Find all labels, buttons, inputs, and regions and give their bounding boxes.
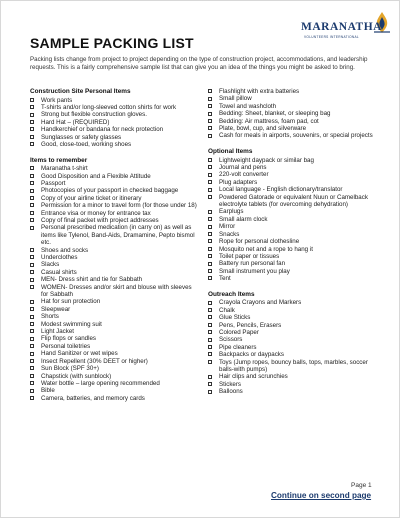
checklist-item-label: Insect Repellent (30% DEET or higher) <box>41 357 148 365</box>
checklist-item-label: Lightweight daypack or similar bag <box>219 156 314 164</box>
checkbox[interactable] <box>208 158 212 162</box>
checkbox[interactable] <box>208 232 212 236</box>
section-heading: Outreach Items <box>208 290 255 298</box>
checklist-item <box>30 202 200 209</box>
checklist-item-label: Bedding: Air mattress, foam pad, cot <box>219 117 319 125</box>
checklist-item <box>208 268 378 275</box>
checkbox[interactable] <box>208 323 212 327</box>
checklist-item <box>30 373 200 380</box>
checklist-item-label: Rope for personal clothesline <box>219 238 300 246</box>
checkbox[interactable] <box>208 247 212 251</box>
checklist-item-label: Water bottle – large opening recommended <box>41 379 160 387</box>
checklist-item <box>30 104 200 111</box>
checklist-item-label: Toilet paper or tissues <box>219 252 280 260</box>
checkbox[interactable] <box>30 374 34 378</box>
checklist-item <box>208 171 378 178</box>
checklist-item-label: Sunglasses or safety glasses <box>41 133 122 141</box>
checklist-item-label: Small instrument you play <box>219 267 290 275</box>
checkbox[interactable] <box>208 225 212 229</box>
checklist-item <box>30 306 200 313</box>
checkbox[interactable] <box>208 195 212 199</box>
checklist-item <box>208 157 378 164</box>
checkbox[interactable] <box>208 269 212 273</box>
checkbox[interactable] <box>30 166 34 170</box>
section-spacer <box>208 140 378 148</box>
checklist-item <box>208 208 378 215</box>
checkbox[interactable] <box>30 255 34 259</box>
checkbox[interactable] <box>208 210 212 214</box>
checklist-item <box>208 388 378 395</box>
checklist-item-label: Camera, batteries, and memory cards <box>41 394 145 402</box>
checklist-item-label: Tent <box>219 275 231 283</box>
checkbox[interactable] <box>30 396 34 400</box>
checkbox[interactable] <box>30 203 34 207</box>
checkbox[interactable] <box>208 390 212 394</box>
checkbox[interactable] <box>30 113 34 117</box>
checkbox[interactable] <box>30 329 34 333</box>
checklist-item-label: Scissors <box>219 336 243 344</box>
checklist-item-label: Powdered Gatorade or equivalent Nuun or Camelback electrolyte tablets (for overcoming dehydration) <box>219 193 368 209</box>
checklist-item <box>208 359 378 374</box>
checklist-item <box>30 276 200 283</box>
checklist-item-label: Small alarm clock <box>219 215 268 223</box>
checkbox[interactable] <box>30 120 34 124</box>
checklist-item <box>30 358 200 365</box>
checklist-item <box>30 321 200 328</box>
intro-paragraph: Packing lists change from project to project depending on the type of construction project, accommodations, and leadership requests. This is a fairly comprehensive sample list that can give you an idea of the things you might be asked to bring. <box>30 56 368 71</box>
checklist-item <box>30 195 200 202</box>
checklist-item <box>208 88 378 95</box>
checklist-item-label: Snacks <box>219 230 240 238</box>
checklist-item-label: Flip flops or sandles <box>41 335 97 343</box>
checkbox[interactable] <box>208 254 212 258</box>
checkbox[interactable] <box>30 105 34 109</box>
checklist-item <box>30 210 200 217</box>
checklist-item-label: Shorts <box>41 313 59 321</box>
checkbox[interactable] <box>208 104 212 108</box>
checklist-item <box>30 261 200 268</box>
checklist-item <box>208 223 378 230</box>
checklist-item-label: Battery run personal fan <box>219 260 286 268</box>
checkbox[interactable] <box>30 278 34 282</box>
checklist-item-label: Hat for sun protection <box>41 298 101 306</box>
checkbox[interactable] <box>30 127 34 131</box>
checklist-item <box>208 164 378 171</box>
checklist-item <box>208 132 378 139</box>
checklist-item <box>30 165 200 172</box>
checklist-item <box>30 187 200 194</box>
checklist-item-label: Sleepwear <box>41 305 71 313</box>
checklist-item <box>30 217 200 224</box>
checklist-item <box>208 238 378 245</box>
checklist-item <box>30 343 200 350</box>
checklist-item-label: Plug adapters <box>219 178 258 186</box>
checkbox[interactable] <box>30 181 34 185</box>
checkbox[interactable] <box>208 330 212 334</box>
checkbox[interactable] <box>208 119 212 123</box>
checklist-item <box>30 119 200 126</box>
checklist-item <box>208 246 378 253</box>
checklist-item-label: Small pillow <box>219 95 252 103</box>
checklist-item <box>208 275 378 282</box>
checkbox[interactable] <box>30 352 34 356</box>
checklist-item-label: Towel and washcloth <box>219 102 277 110</box>
checkbox[interactable] <box>208 352 212 356</box>
checkbox[interactable] <box>208 217 212 221</box>
checklist-item <box>208 118 378 125</box>
checklist-item <box>30 350 200 357</box>
checklist-item <box>30 387 200 394</box>
checklist-item-label: Maranatha t-shirt <box>41 165 88 173</box>
section-spacer <box>30 148 200 156</box>
checkbox[interactable] <box>30 270 34 274</box>
checkbox[interactable] <box>208 112 212 116</box>
checklist-item <box>30 284 200 299</box>
checklist-item <box>208 125 378 132</box>
checklist-item <box>208 336 378 343</box>
checklist-item-label: Mirror <box>219 223 236 231</box>
checklist-item <box>208 194 378 209</box>
checklist-item-label: Plate, bowl, cup, and silverware <box>219 125 307 133</box>
checklist-item <box>30 180 200 187</box>
checklist-item <box>30 97 200 104</box>
checklist-item-label: Flashlight with extra batteries <box>219 88 300 95</box>
checkbox[interactable] <box>208 89 212 93</box>
checklist-item <box>208 351 378 358</box>
checklist-item <box>30 141 200 148</box>
checklist-item-label: Copy of final packet with project addresses <box>41 216 159 224</box>
checklist-item <box>208 95 378 102</box>
checkbox[interactable] <box>30 189 34 193</box>
checkbox[interactable] <box>30 344 34 348</box>
checklist-item-label: Pipe cleaners <box>219 343 257 351</box>
checklist-item-label: WOMEN- Dresses and/or skirt and blouse with sleeves for Sabbath <box>41 283 192 299</box>
checklist-item-label: Passport <box>41 179 66 187</box>
checklist-item <box>30 247 200 254</box>
checklist-item <box>208 344 378 351</box>
checklist-item-label: Toys (Jump ropes, bouncy balls, tops, marbles, soccer balls-with pumps) <box>219 358 368 373</box>
checkbox[interactable] <box>208 338 212 342</box>
checklist-item-label: Shoes and socks <box>41 246 89 254</box>
checklist-item-label: Light Jacket <box>41 328 75 336</box>
checklist-item <box>30 173 200 180</box>
checkbox[interactable] <box>30 135 34 139</box>
section-heading: Construction Site Personal Items <box>30 88 131 95</box>
checkbox[interactable] <box>30 174 34 178</box>
checkbox[interactable] <box>30 142 34 146</box>
checklist-item-label: MEN- Dress shirt and tie for Sabbath <box>41 276 143 284</box>
logo-tagline: VOLUNTEERS INTERNATIONAL <box>304 35 359 39</box>
checklist-item <box>208 381 378 388</box>
checklist-item-label: Local language - English dictionary/translator <box>219 186 343 194</box>
checklist-item-label: Sun Block (SPF 30+) <box>41 365 99 373</box>
checklist-item <box>208 216 378 223</box>
checklist-item-label: Photocopies of your passport in checked baggage <box>41 187 179 195</box>
checkbox[interactable] <box>208 360 212 364</box>
checkbox[interactable] <box>208 239 212 243</box>
checklist-item <box>30 298 200 305</box>
checklist-item-label: Hard Hat – (REQUIRED) <box>41 118 110 126</box>
checklist-item <box>30 365 200 372</box>
checklist-item <box>208 373 378 380</box>
checklist-item-label: Modest swimming suit <box>41 320 102 328</box>
checkbox[interactable] <box>30 359 34 363</box>
checklist-item-label: Personal toiletries <box>41 342 91 350</box>
checklist-item <box>208 253 378 260</box>
checklist-item-label: Backpacks or daypacks <box>219 351 284 359</box>
checklist-item-label: Good Disposition and a Flexible Attitude <box>41 172 151 180</box>
checklist-item-label: Handkerchief or bandana for neck protection <box>41 126 164 134</box>
checklist-item-label: Glue Sticks <box>219 314 251 322</box>
checkbox[interactable] <box>208 382 212 386</box>
checkbox[interactable] <box>208 315 212 319</box>
checkbox[interactable] <box>30 263 34 267</box>
left-column <box>30 88 200 402</box>
checkbox[interactable] <box>208 262 212 266</box>
checklist-item-label: Stickers <box>219 380 242 388</box>
checkbox[interactable] <box>30 381 34 385</box>
checklist-item-label: Chapstick (with sunblock) <box>41 372 112 380</box>
checkbox[interactable] <box>208 134 212 138</box>
checkbox[interactable] <box>30 218 34 222</box>
checkbox[interactable] <box>208 345 212 349</box>
checkbox[interactable] <box>30 285 34 289</box>
checkbox[interactable] <box>30 248 34 252</box>
checklist-item <box>208 110 378 117</box>
checklist-item-label: Crayola Crayons and Markers <box>219 299 302 307</box>
checklist-item-label: Cash for meals in airports, souvenirs, or special projects <box>219 132 373 140</box>
checklist-item-label: Casual shirts <box>41 268 77 276</box>
checklist-item-label: Copy of your airline ticket or itinerary <box>41 194 142 202</box>
checklist-item-label: 220-volt converter <box>219 171 269 179</box>
checklist-item <box>30 134 200 141</box>
checklist-item <box>208 322 378 329</box>
checkbox[interactable] <box>30 389 34 393</box>
checklist-item-label: Slacks <box>41 261 60 269</box>
checkbox[interactable] <box>208 165 212 169</box>
checkbox[interactable] <box>208 180 212 184</box>
checklist-item-label: Permission for a minor to travel form (for those under 18) <box>41 202 197 210</box>
checklist-item-label: Colored Paper <box>219 328 259 336</box>
checkbox[interactable] <box>30 366 34 370</box>
page-title: SAMPLE PACKING LIST <box>30 35 194 51</box>
checklist-item <box>30 224 200 246</box>
checklist-item <box>208 231 378 238</box>
checklist-item-label: Bible <box>41 387 55 395</box>
checkbox[interactable] <box>30 337 34 341</box>
checklist-item <box>208 307 378 314</box>
section-heading: Optional Items <box>208 148 253 156</box>
checklist-item <box>30 269 200 276</box>
checklist-item <box>30 328 200 335</box>
logo-wordmark: MARANATHA <box>301 21 382 33</box>
checklist-item-label: Earplugs <box>219 208 244 216</box>
checklist-item-label: Personal prescribed medication (in carry on) as well as items like Tylenol, Band-Aids, Dramamine, Pepto bismol etc. <box>41 224 195 247</box>
checklist-item-label: Work pants <box>41 96 73 104</box>
checklist-item <box>30 254 200 261</box>
checkbox[interactable] <box>208 301 212 305</box>
right-column <box>208 88 378 396</box>
checkbox[interactable] <box>30 211 34 215</box>
checklist-item-label: T-shirts and/or long-sleeved cotton shirts for work <box>41 103 177 111</box>
checklist-item <box>30 313 200 320</box>
checkbox[interactable] <box>30 98 34 102</box>
checklist-item-label: Journal and pens <box>219 164 267 172</box>
maranatha-logo <box>301 9 400 45</box>
checklist-item-label: Pens, Pencils, Erasers <box>219 321 282 329</box>
checklist-item <box>208 260 378 267</box>
checklist-item-label: Underclothes <box>41 254 78 262</box>
checklist-item-label: Mosquito net and a rope to hang it <box>219 245 313 253</box>
checkbox[interactable] <box>208 308 212 312</box>
checklist-item <box>208 314 378 321</box>
continue-link[interactable]: Continue on second page <box>271 491 372 500</box>
checklist-item-label: Strong but flexible construction gloves. <box>41 111 147 119</box>
checklist-item-label: Good, close-toed, working shoes <box>41 140 132 148</box>
checklist-item-label: Chalk <box>219 306 235 314</box>
section-heading: Items to remember <box>30 156 88 164</box>
checkbox[interactable] <box>30 196 34 200</box>
section-spacer <box>208 283 378 291</box>
checklist-item-label: Balloons <box>219 388 243 396</box>
checklist-item <box>30 126 200 133</box>
checklist-item <box>30 395 200 402</box>
checkbox[interactable] <box>30 322 34 326</box>
checklist-item <box>208 186 378 193</box>
checkbox[interactable] <box>208 276 212 280</box>
checkbox[interactable] <box>208 173 212 177</box>
checklist-item-label: Hair clips and scrunchies <box>219 373 288 381</box>
checklist-item <box>30 380 200 387</box>
checkbox[interactable] <box>208 188 212 192</box>
checklist-item-label: Bedding: Sheet, blanket, or sleeping bag <box>219 110 331 118</box>
checkbox[interactable] <box>30 307 34 311</box>
page-number: Page 1 <box>351 482 372 489</box>
checkbox[interactable] <box>30 226 34 230</box>
checklist-item-label: Entrance visa or money for entrance tax <box>41 209 151 217</box>
checkbox[interactable] <box>30 300 34 304</box>
checkbox[interactable] <box>208 97 212 101</box>
checkbox[interactable] <box>208 375 212 379</box>
checklist-item <box>208 179 378 186</box>
checklist-item <box>208 103 378 110</box>
checklist-item <box>30 111 200 118</box>
checklist-item <box>30 335 200 342</box>
checkbox[interactable] <box>30 315 34 319</box>
checklist-item-label: Hand Sanitizer or wet wipes <box>41 350 118 358</box>
checklist-item <box>208 329 378 336</box>
checkbox[interactable] <box>208 126 212 130</box>
checklist-item <box>208 299 378 306</box>
